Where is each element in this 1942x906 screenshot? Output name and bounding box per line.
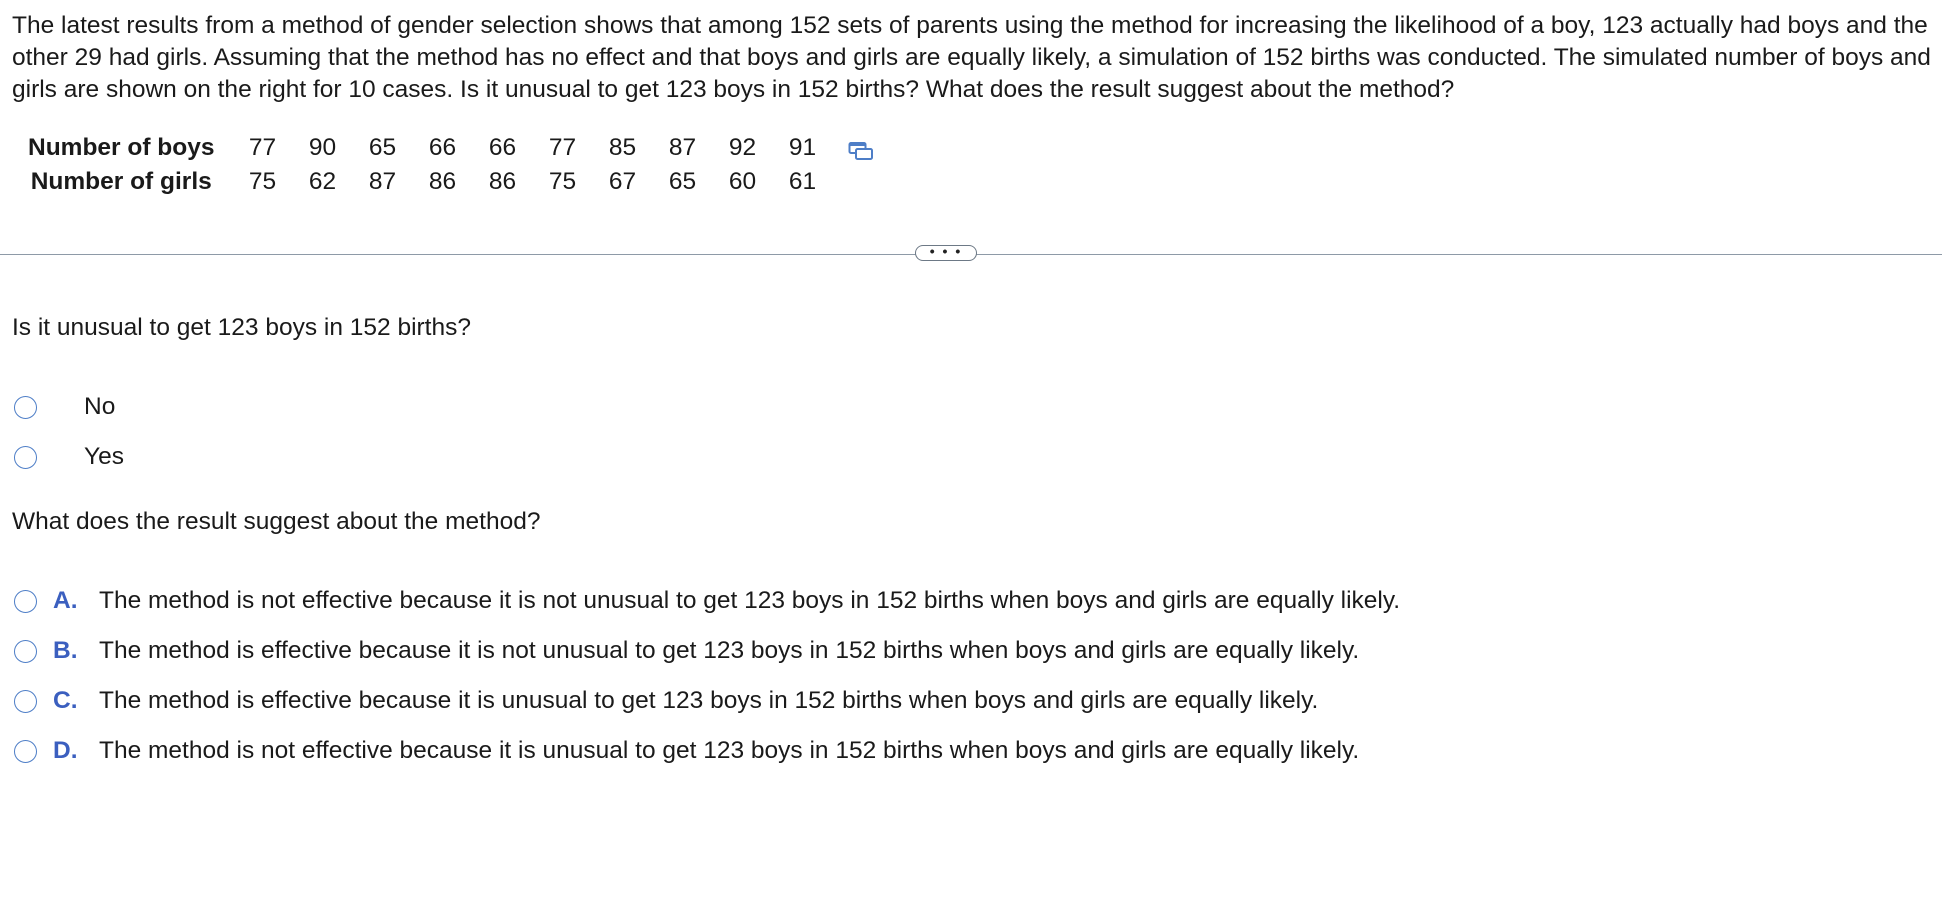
option-d-letter: D. [53,737,78,764]
boys-cell-8: 87 [668,134,697,161]
boys-cell-6: 77 [548,134,577,161]
girls-cell-9: 60 [728,168,757,195]
question-2-text: What does the result suggest about the method? [12,508,541,535]
copy-data-icon[interactable] [848,141,874,163]
option-c-letter: C. [53,687,78,714]
radio-d[interactable] [14,740,37,763]
option-d-text: The method is not effective because it is unusual to get 123 boys in 152 births when boys and girls are equally likely. [99,737,1360,764]
option-b-text: The method is effective because it is not unusual to get 123 boys in 152 births when boys and girls are equally likely. [99,637,1360,664]
girls-cell-6: 75 [548,168,577,195]
option-c-text: The method is effective because it is unusual to get 123 boys in 152 births when boys and girls are equally likely. [99,687,1319,714]
radio-c[interactable] [14,690,37,713]
boys-cell-9: 92 [728,134,757,161]
girls-cell-10: 61 [788,168,817,195]
girls-cell-3: 87 [368,168,397,195]
expand-dots: • • • [929,242,963,259]
girls-cell-5: 86 [488,168,517,195]
question-1-text: Is it unusual to get 123 boys in 152 births? [12,314,471,341]
boys-cell-1: 77 [248,134,277,161]
option-a-text: The method is not effective because it is not unusual to get 123 boys in 152 births when boys and girls are equally likely. [99,587,1401,614]
option-yes-label: Yes [84,443,124,470]
option-a-letter: A. [53,587,78,614]
option-no-label: No [84,393,116,420]
row-label-girls: Number of girls [30,168,212,195]
option-b-letter: B. [53,637,78,664]
problem-statement: The latest results from a method of gender selection shows that among 152 sets of parents using the method for increasing the likelihood of a boy, 123 actually had boys and the other 29 had girls. Assuming that the method has no effect and that boys and girls are equally likely, a simulation of 152 births was conducted. The simulated number of boys and girls are shown on the right for 10 cases. Is it unusual to get 123 boys in 152 births? What does the result suggest about the method? [12,12,1931,103]
girls-cell-4: 86 [428,168,457,195]
boys-cell-4: 66 [428,134,457,161]
boys-cell-3: 65 [368,134,397,161]
option-b[interactable] [14,634,1359,668]
row-label-boys: Number of boys [28,134,215,161]
table-row-boys [20,131,833,165]
boys-cell-10: 91 [788,134,817,161]
data-table [20,131,833,199]
option-no[interactable] [14,390,115,424]
table-row-girls [20,165,833,199]
girls-cell-2: 62 [308,168,337,195]
option-yes[interactable] [14,440,124,474]
boys-cell-5: 66 [488,134,517,161]
radio-b[interactable] [14,640,37,663]
radio-no[interactable] [14,396,37,419]
option-c[interactable] [14,684,1318,718]
girls-cell-8: 65 [668,168,697,195]
radio-a[interactable] [14,590,37,613]
option-a[interactable] [14,584,1400,618]
expand-button[interactable] [915,242,977,261]
girls-cell-1: 75 [248,168,277,195]
radio-yes[interactable] [14,446,37,469]
boys-cell-7: 85 [608,134,637,161]
girls-cell-7: 67 [608,168,637,195]
boys-cell-2: 90 [308,134,337,161]
option-d[interactable] [14,734,1359,768]
